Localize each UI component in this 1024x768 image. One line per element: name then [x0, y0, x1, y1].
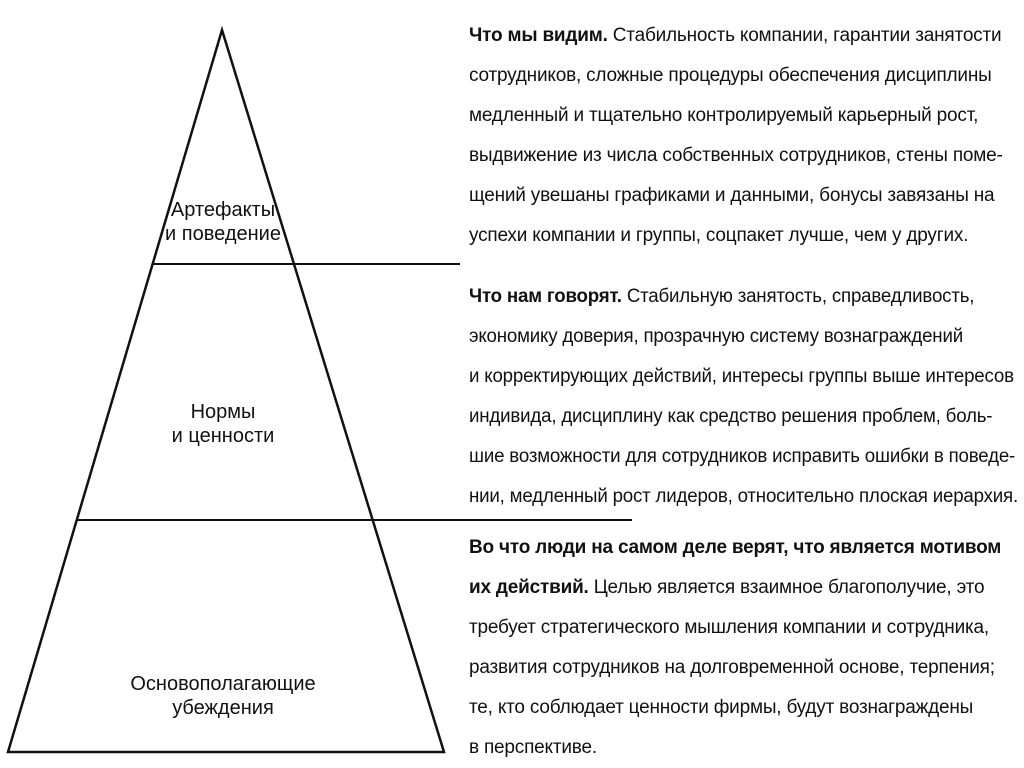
level-label-line: Основополагающие — [130, 673, 316, 695]
level-label-line: и поведение — [165, 223, 281, 245]
description-artifacts — [469, 16, 1003, 256]
description-line: нии, медленный рост лидеров, относительно плоская иерархия. — [469, 486, 1018, 507]
description-line: их действий. Целью является взаимное благополучие, это — [469, 577, 985, 598]
description-line: Что мы видим. Стабильность компании, гарантии занятости — [469, 25, 1002, 46]
description-line: развития сотрудников на долговременной основе, терпения; — [469, 657, 995, 678]
description-line: экономику доверия, прозрачную систему вознаграждений — [469, 326, 963, 347]
description-line: и корректирующих действий, интересы группы выше интересов — [469, 366, 1014, 387]
description-line: выдвижение из числа собственных сотрудников, стены поме- — [469, 145, 1003, 166]
description-line: те, кто соблюдает ценности фирмы, будут вознаграждены — [469, 697, 974, 718]
description-line: медленный и тщательно контролируемый карьерный рост, — [469, 105, 979, 126]
level-label-beliefs — [112, 672, 334, 720]
description-line: шие возможности для сотрудников исправить ошибки в поведе- — [469, 446, 1016, 467]
description-beliefs — [469, 528, 1001, 768]
level-label-line: убеждения — [172, 697, 274, 719]
level-label-line: Нормы — [190, 401, 256, 423]
description-line: щений увешаны графиками и данными, бонусы завязаны на — [469, 185, 995, 206]
level-label-line: и ценности — [171, 425, 275, 447]
description-line: индивида, дисциплину как средство решения проблем, боль- — [469, 406, 993, 427]
description-line: в перспективе. — [469, 737, 597, 758]
description-line: успехи компании и группы, соцпакет лучше, чем у других. — [469, 225, 969, 246]
description-line: сотрудников, сложные процедуры обеспечения дисциплины — [469, 65, 992, 86]
description-norms — [469, 277, 1024, 517]
description-line: требует стратегического мышления компании и сотрудника, — [469, 617, 989, 638]
level-label-line: Артефакты — [170, 199, 276, 221]
pyramid-outline — [8, 30, 444, 752]
level-label-artifacts — [152, 198, 294, 246]
description-line: Во что люди на самом деле верят, что является мотивом — [469, 537, 1002, 558]
description-line: Что нам говорят. Стабильную занятость, справедливость, — [469, 286, 975, 307]
level-label-norms — [150, 400, 296, 448]
